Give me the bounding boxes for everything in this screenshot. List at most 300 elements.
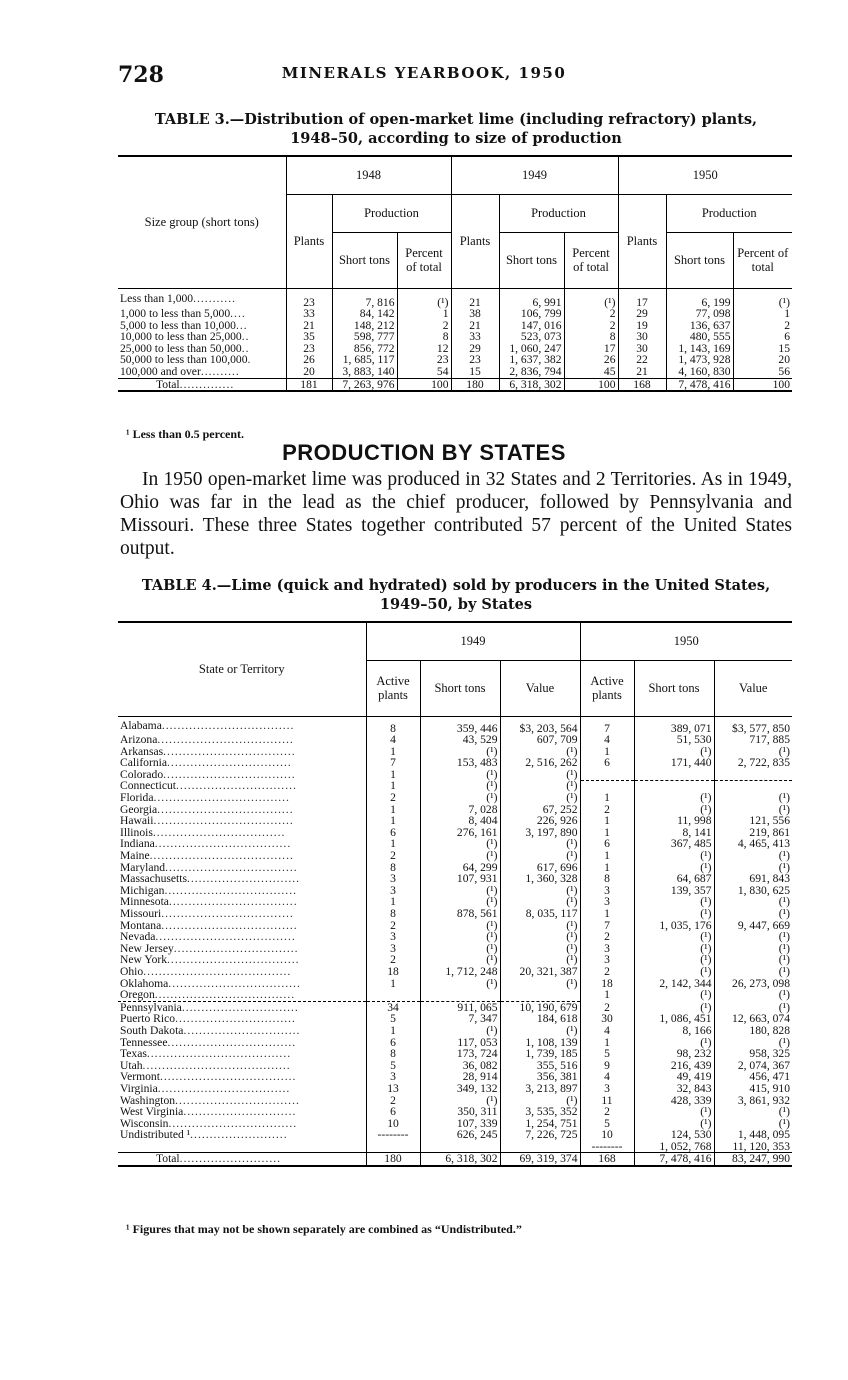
table-cell: 1 bbox=[580, 862, 634, 874]
table-cell: 1, 830, 625 bbox=[714, 885, 792, 897]
table3-production-header: Production bbox=[332, 194, 451, 232]
row-label-text: Ohio bbox=[120, 964, 144, 978]
row-label-text: West Virginia bbox=[120, 1105, 184, 1119]
table-cell: 173, 724 bbox=[420, 1048, 500, 1060]
table-cell: 456, 471 bbox=[714, 1071, 792, 1083]
dot-leader: .................................. bbox=[157, 1081, 291, 1095]
table-cell: (¹) bbox=[714, 943, 792, 955]
table-cell: (¹) bbox=[714, 989, 792, 1001]
dot-leader: ................................... bbox=[153, 791, 290, 805]
table-cell: 100 bbox=[564, 378, 618, 391]
row-label bbox=[118, 1153, 366, 1166]
table-cell: 5 bbox=[366, 1013, 420, 1025]
table-cell: 36, 082 bbox=[420, 1060, 500, 1072]
table3-caption-line1: TABLE 3.—Distribution of open-market lime (including refractory) plants, bbox=[154, 111, 758, 128]
table-cell: 3 bbox=[580, 943, 634, 955]
row-label bbox=[118, 288, 286, 308]
table-row bbox=[118, 989, 792, 1001]
table-cell: 136, 637 bbox=[666, 320, 733, 332]
table3-production-header: Production bbox=[666, 194, 792, 232]
dot-leader: ........... bbox=[193, 291, 236, 305]
table-cell: 10, 190, 679 bbox=[500, 1001, 580, 1013]
table3-percent-header: Percent of total bbox=[564, 232, 618, 288]
table-cell: (¹) bbox=[634, 896, 714, 908]
table3-body bbox=[118, 288, 792, 391]
table-cell: 100 bbox=[397, 378, 451, 391]
table-cell: 23 bbox=[451, 354, 499, 366]
table-cell: 5 bbox=[580, 1048, 634, 1060]
table-cell: 107, 931 bbox=[420, 873, 500, 885]
table-cell: 20 bbox=[286, 366, 332, 378]
row-label-text: 25,000 to less than 50,000 bbox=[120, 341, 242, 355]
table-cell: 3 bbox=[366, 885, 420, 897]
table-cell: (¹) bbox=[714, 792, 792, 804]
row-label-text: Michigan bbox=[120, 883, 165, 897]
table-cell: 21 bbox=[451, 320, 499, 332]
table-cell bbox=[420, 989, 500, 1001]
table-cell: (¹) bbox=[714, 966, 792, 978]
table-cell: 367, 485 bbox=[634, 838, 714, 850]
row-label-text: Hawaii bbox=[120, 814, 154, 828]
table-cell: 607, 709 bbox=[500, 734, 580, 746]
row-label-text: Texas bbox=[120, 1047, 147, 1061]
table-cell: (¹) bbox=[420, 931, 500, 943]
table-cell: 1 bbox=[366, 769, 420, 781]
table-cell: 2, 516, 262 bbox=[500, 757, 580, 769]
table-cell: 1, 254, 751 bbox=[500, 1118, 580, 1130]
table-cell: 30 bbox=[618, 343, 666, 355]
table4-active-plants-header: Active plants bbox=[366, 660, 420, 716]
table-cell: (¹) bbox=[714, 896, 792, 908]
table-cell: 856, 772 bbox=[332, 343, 397, 355]
table-cell: (¹) bbox=[500, 780, 580, 792]
table4-caption bbox=[118, 576, 794, 614]
table-cell: 33 bbox=[451, 331, 499, 343]
table-cell: 3, 535, 352 bbox=[500, 1106, 580, 1118]
table-cell: -------- bbox=[366, 1129, 420, 1141]
table-cell: 2 bbox=[366, 850, 420, 862]
table-cell: 8 bbox=[366, 716, 420, 734]
table-cell: 350, 311 bbox=[420, 1106, 500, 1118]
table3-stub-header: Size group (short tons) bbox=[118, 156, 286, 288]
row-label-text: Colorado bbox=[120, 767, 164, 781]
dot-leader: .................................. bbox=[164, 883, 297, 897]
page-number: 728 bbox=[118, 62, 164, 88]
dot-leader: .................................. bbox=[165, 860, 298, 874]
table-row bbox=[118, 288, 792, 308]
table-cell: 107, 339 bbox=[420, 1118, 500, 1130]
dot-leader: .................................... bbox=[154, 988, 296, 1002]
dot-leader: ................................ bbox=[175, 1093, 300, 1107]
table-cell: (¹) bbox=[714, 954, 792, 966]
table-cell: 7, 226, 725 bbox=[500, 1129, 580, 1141]
table-cell: 1 bbox=[580, 815, 634, 827]
row-label-text: Massachusetts bbox=[120, 872, 187, 886]
dot-leader: .................................. bbox=[168, 976, 301, 990]
dot-leader: ............................. bbox=[186, 872, 301, 886]
table3 bbox=[118, 155, 792, 392]
table-cell: 8 bbox=[564, 331, 618, 343]
row-label-text: Alabama bbox=[120, 718, 162, 732]
table-cell: (¹) bbox=[500, 1025, 580, 1037]
table-cell: 8, 141 bbox=[634, 827, 714, 839]
row-label-text: 1,000 to less than 5,000 bbox=[120, 307, 231, 321]
table-cell: (¹) bbox=[420, 943, 500, 955]
table-cell: 3 bbox=[580, 954, 634, 966]
row-label-text: Wisconsin bbox=[120, 1116, 169, 1130]
table4-caption-line2: 1949–50, by States bbox=[379, 596, 533, 613]
table-cell: 9 bbox=[580, 1060, 634, 1072]
table-cell bbox=[366, 1141, 420, 1153]
table-cell: 1 bbox=[366, 780, 420, 792]
table-cell: (¹) bbox=[714, 1106, 792, 1118]
table-cell: 147, 016 bbox=[499, 320, 564, 332]
table-cell: 6, 318, 302 bbox=[499, 378, 564, 391]
table-cell: (¹) bbox=[500, 896, 580, 908]
row-label bbox=[118, 989, 366, 1001]
table-cell: (¹) bbox=[714, 850, 792, 862]
dot-leader: ..................................... bbox=[149, 849, 294, 863]
table-cell: 98, 232 bbox=[634, 1048, 714, 1060]
row-label-text: Nevada bbox=[120, 930, 156, 944]
dot-leader: .......... bbox=[200, 365, 240, 379]
table-cell: 77, 098 bbox=[666, 308, 733, 320]
table-cell: 7, 816 bbox=[332, 288, 397, 308]
dot-leader: . bbox=[247, 353, 252, 367]
table-cell: 6 bbox=[366, 1037, 420, 1049]
dot-leader: ................................ bbox=[167, 756, 292, 770]
table-cell: 6, 199 bbox=[666, 288, 733, 308]
table-cell: 43, 529 bbox=[420, 734, 500, 746]
table-cell: (¹) bbox=[420, 746, 500, 758]
table-cell: (¹) bbox=[634, 1037, 714, 1049]
row-label-text: Total bbox=[156, 377, 180, 391]
row-label-text: Oklahoma bbox=[120, 976, 169, 990]
table4-active-plants-header: Active plants bbox=[580, 660, 634, 716]
table-cell: 1 bbox=[580, 908, 634, 920]
table-cell: 32, 843 bbox=[634, 1083, 714, 1095]
table-row bbox=[118, 1141, 792, 1153]
table-cell: 480, 555 bbox=[666, 331, 733, 343]
row-label-text: Utah bbox=[120, 1058, 143, 1072]
table-cell: 2, 142, 344 bbox=[634, 978, 714, 990]
table-cell: 15 bbox=[733, 343, 792, 355]
row-label-text: Maine bbox=[120, 849, 150, 863]
table-cell: (¹) bbox=[634, 1001, 714, 1013]
table-cell: 2 bbox=[366, 920, 420, 932]
row-label-text: Undistributed ¹ bbox=[120, 1128, 191, 1142]
table3-year-header: 1949 bbox=[451, 156, 618, 194]
table-cell: (¹) bbox=[733, 288, 792, 308]
table4-caption-line1: TABLE 4.—Lime (quick and hydrated) sold by producers in the United States, bbox=[141, 577, 771, 594]
table-cell: (¹) bbox=[500, 746, 580, 758]
dot-leader: ................................. bbox=[168, 895, 298, 909]
table-cell: 69, 319, 374 bbox=[500, 1153, 580, 1166]
table3-year-header: 1950 bbox=[618, 156, 792, 194]
row-label-text: Puerto Rico bbox=[120, 1012, 176, 1026]
row-label-text: Missouri bbox=[120, 907, 162, 920]
table-cell: (¹) bbox=[500, 920, 580, 932]
table-cell: (¹) bbox=[634, 989, 714, 1001]
table-cell: 7 bbox=[580, 920, 634, 932]
table-cell: 1, 473, 928 bbox=[666, 354, 733, 366]
table-cell: 1, 685, 117 bbox=[332, 354, 397, 366]
table-cell: 106, 799 bbox=[499, 308, 564, 320]
table-cell: 181 bbox=[286, 378, 332, 391]
dot-leader: .. bbox=[241, 341, 250, 355]
section-paragraph: In 1950 open-market lime was produced in 32 States and 2 Territories. As in 1949, Ohio was far in the lead as the chief producer, followed by Pennsylvania and Missouri. These three States together contributed 57 percent of the United States output. bbox=[120, 469, 792, 559]
table3-short-tons-header: Short tons bbox=[499, 232, 564, 288]
table-cell: 1 bbox=[580, 850, 634, 862]
table-cell: 1, 086, 451 bbox=[634, 1013, 714, 1025]
dot-leader: .. bbox=[241, 330, 250, 344]
table-cell: (¹) bbox=[634, 908, 714, 920]
table-cell: 1 bbox=[366, 896, 420, 908]
row-label-text: 10,000 to less than 25,000 bbox=[120, 330, 242, 344]
table-cell: 7 bbox=[580, 716, 634, 734]
table-cell: (¹) bbox=[634, 804, 714, 816]
dot-leader: .................................. bbox=[152, 825, 286, 839]
dot-leader: .................................. bbox=[163, 744, 296, 758]
table-cell: 3 bbox=[580, 885, 634, 897]
table3-footnote: ¹ Less than 0.5 percent. bbox=[126, 427, 245, 441]
table-cell: 1, 035, 176 bbox=[634, 920, 714, 932]
table-cell: 29 bbox=[451, 343, 499, 355]
table4-year-header: 1949 bbox=[366, 622, 580, 660]
table-cell: (¹) bbox=[634, 966, 714, 978]
table-cell: (¹) bbox=[634, 943, 714, 955]
table-cell: 2 bbox=[366, 954, 420, 966]
table-cell: 6, 318, 302 bbox=[420, 1153, 500, 1166]
dot-leader: .............................. bbox=[183, 1023, 301, 1037]
table-cell: 356, 381 bbox=[500, 1071, 580, 1083]
row-label-text: 5,000 to less than 10,000 bbox=[120, 318, 236, 332]
table-cell: 45 bbox=[564, 366, 618, 378]
table-cell: 7, 478, 416 bbox=[634, 1153, 714, 1166]
table-cell: (¹) bbox=[500, 931, 580, 943]
table-cell: 84, 142 bbox=[332, 308, 397, 320]
table-cell: 6 bbox=[580, 757, 634, 769]
table-cell: (¹) bbox=[714, 1118, 792, 1130]
section-heading: PRODUCTION BY STATES bbox=[282, 440, 566, 465]
table3-plants-header: Plants bbox=[286, 194, 332, 288]
table-cell: 3 bbox=[366, 1071, 420, 1083]
table-cell: 49, 419 bbox=[634, 1071, 714, 1083]
table-cell: 1 bbox=[580, 1037, 634, 1049]
row-label-text: New York bbox=[120, 953, 168, 967]
table-cell: 1 bbox=[366, 1025, 420, 1037]
table-cell: 911, 065 bbox=[420, 1001, 500, 1013]
table-cell: 1, 108, 139 bbox=[500, 1037, 580, 1049]
table-cell: 19 bbox=[618, 320, 666, 332]
row-label-text: Vermont bbox=[120, 1070, 160, 1084]
table-cell: 10 bbox=[366, 1118, 420, 1130]
table-cell bbox=[366, 989, 420, 1001]
table-cell: (¹) bbox=[500, 769, 580, 781]
table-cell: (¹) bbox=[634, 792, 714, 804]
table-cell: 1 bbox=[366, 746, 420, 758]
dot-leader: ................................... bbox=[159, 1070, 297, 1084]
table-cell: 184, 618 bbox=[500, 1013, 580, 1025]
table4-short-tons-header: Short tons bbox=[420, 660, 500, 716]
dot-leader: ...................................... bbox=[142, 1058, 291, 1072]
table-cell: 415, 910 bbox=[714, 1083, 792, 1095]
row-label-text: California bbox=[120, 756, 168, 770]
table-cell: 219, 861 bbox=[714, 827, 792, 839]
table-cell: 26 bbox=[564, 354, 618, 366]
table-cell: 56 bbox=[733, 366, 792, 378]
table-cell: 1 bbox=[366, 804, 420, 816]
table-cell: 349, 132 bbox=[420, 1083, 500, 1095]
row-label-text: New Jersey bbox=[120, 941, 174, 955]
table-cell: (¹) bbox=[714, 804, 792, 816]
table-cell: 11 bbox=[580, 1095, 634, 1107]
table-cell: 226, 926 bbox=[500, 815, 580, 827]
table-cell: 7, 263, 976 bbox=[332, 378, 397, 391]
table4 bbox=[118, 621, 792, 1167]
table-cell: (¹) bbox=[420, 769, 500, 781]
table-cell: 18 bbox=[580, 978, 634, 990]
row-label-text: 50,000 to less than 100,000 bbox=[120, 353, 248, 367]
row-label-text: Georgia bbox=[120, 802, 158, 816]
table-cell: 8 bbox=[366, 862, 420, 874]
table-cell: 1, 360, 328 bbox=[500, 873, 580, 885]
table-cell: 7, 347 bbox=[420, 1013, 500, 1025]
table-cell: 3 bbox=[580, 896, 634, 908]
table-cell: (¹) bbox=[634, 931, 714, 943]
dot-leader: .................................... bbox=[153, 814, 294, 828]
table-cell: 11, 998 bbox=[634, 815, 714, 827]
table-cell: (¹) bbox=[420, 954, 500, 966]
table-cell: 2 bbox=[580, 1001, 634, 1013]
table-cell: 2 bbox=[580, 931, 634, 943]
table-cell: 168 bbox=[580, 1153, 634, 1166]
table-cell: (¹) bbox=[500, 885, 580, 897]
table3-short-tons-header: Short tons bbox=[666, 232, 733, 288]
table-cell: 35 bbox=[286, 331, 332, 343]
table4-short-tons-header: Short tons bbox=[634, 660, 714, 716]
table-cell: 1, 060, 247 bbox=[499, 343, 564, 355]
table-cell: (¹) bbox=[714, 862, 792, 874]
dot-leader: ................................... bbox=[161, 918, 298, 932]
table4-value-header: Value bbox=[714, 660, 792, 716]
table-cell: 34 bbox=[366, 1001, 420, 1013]
table-cell: 523, 073 bbox=[499, 331, 564, 343]
row-label bbox=[118, 378, 286, 391]
running-head: MINERALS YEARBOOK, 1950 bbox=[281, 64, 567, 82]
table-cell: 2 bbox=[366, 792, 420, 804]
table-cell: 8 bbox=[580, 873, 634, 885]
dot-leader: .............................. bbox=[181, 1000, 299, 1014]
table-cell: (¹) bbox=[634, 1106, 714, 1118]
table-cell: 8, 404 bbox=[420, 815, 500, 827]
table-cell: 3, 197, 890 bbox=[500, 827, 580, 839]
table3-plants-header: Plants bbox=[618, 194, 666, 288]
table-cell: 29 bbox=[618, 308, 666, 320]
table-cell: 216, 439 bbox=[634, 1060, 714, 1072]
table-cell: 1, 739, 185 bbox=[500, 1048, 580, 1060]
dot-leader: .......................... bbox=[179, 1152, 282, 1166]
table-cell: 26, 273, 098 bbox=[714, 978, 792, 990]
table-cell: 598, 777 bbox=[332, 331, 397, 343]
table-cell: 2 bbox=[397, 320, 451, 332]
table-cell: 6 bbox=[366, 827, 420, 839]
table-cell: (¹) bbox=[634, 1118, 714, 1130]
table-cell: 148, 212 bbox=[332, 320, 397, 332]
table-cell: 21 bbox=[451, 288, 499, 308]
table-cell: 2, 836, 794 bbox=[499, 366, 564, 378]
table-cell: 10 bbox=[580, 1129, 634, 1141]
row-label-text: Arkansas bbox=[120, 744, 164, 758]
table-cell: 2 bbox=[366, 1095, 420, 1107]
dot-leader: ..................................... bbox=[146, 1047, 292, 1061]
table-cell: 67, 252 bbox=[500, 804, 580, 816]
table-cell: 13 bbox=[366, 1083, 420, 1095]
table-cell: 33 bbox=[286, 308, 332, 320]
table-cell: (¹) bbox=[634, 850, 714, 862]
table3-percent-header: Percent of total bbox=[397, 232, 451, 288]
table-cell: 64, 687 bbox=[634, 873, 714, 885]
table-cell: 691, 843 bbox=[714, 873, 792, 885]
table-cell: 3 bbox=[580, 1083, 634, 1095]
table-cell: 1 bbox=[366, 838, 420, 850]
table-cell: 100 bbox=[733, 378, 792, 391]
table-cell: 7, 028 bbox=[420, 804, 500, 816]
row-label bbox=[118, 716, 366, 734]
table-cell: 180 bbox=[451, 378, 499, 391]
table-cell: (¹) bbox=[500, 838, 580, 850]
table-cell: (¹) bbox=[420, 885, 500, 897]
row-label-text: Oregon bbox=[120, 988, 155, 1002]
table-cell: 4 bbox=[580, 1025, 634, 1037]
table-cell: 12 bbox=[397, 343, 451, 355]
table-cell: (¹) bbox=[420, 850, 500, 862]
table-cell: (¹) bbox=[500, 850, 580, 862]
table-cell: 3, 213, 897 bbox=[500, 1083, 580, 1095]
total-row bbox=[118, 378, 792, 391]
table-cell: 180, 828 bbox=[714, 1025, 792, 1037]
dot-leader: ............................... bbox=[176, 779, 297, 793]
table-cell bbox=[500, 1141, 580, 1153]
table-cell: 1 bbox=[366, 978, 420, 990]
table-cell: 6 bbox=[580, 838, 634, 850]
table-cell bbox=[500, 989, 580, 1001]
table-cell: 2 bbox=[580, 804, 634, 816]
table-cell: 139, 357 bbox=[634, 885, 714, 897]
table-cell: (¹) bbox=[420, 978, 500, 990]
table-cell: 8 bbox=[366, 1048, 420, 1060]
table-cell: 15 bbox=[451, 366, 499, 378]
table-cell: (¹) bbox=[420, 792, 500, 804]
table-cell: 6, 991 bbox=[499, 288, 564, 308]
table-cell bbox=[420, 1141, 500, 1153]
dot-leader: .................................. bbox=[167, 953, 300, 967]
table3-caption bbox=[118, 110, 794, 148]
dot-leader: ............................... bbox=[175, 1012, 296, 1026]
table-cell: 3, 861, 932 bbox=[714, 1095, 792, 1107]
table-cell bbox=[714, 769, 792, 781]
table-cell: 355, 516 bbox=[500, 1060, 580, 1072]
table-cell: 21 bbox=[618, 366, 666, 378]
table-cell: 17 bbox=[618, 288, 666, 308]
row-label-text: Indiana bbox=[120, 837, 155, 851]
table-cell: 2, 074, 367 bbox=[714, 1060, 792, 1072]
total-row bbox=[118, 1153, 792, 1166]
dot-leader: ................................... bbox=[157, 802, 294, 816]
table-cell: 22 bbox=[618, 354, 666, 366]
table-cell: (¹) bbox=[714, 908, 792, 920]
row-label-text: Minnesota bbox=[120, 895, 169, 909]
